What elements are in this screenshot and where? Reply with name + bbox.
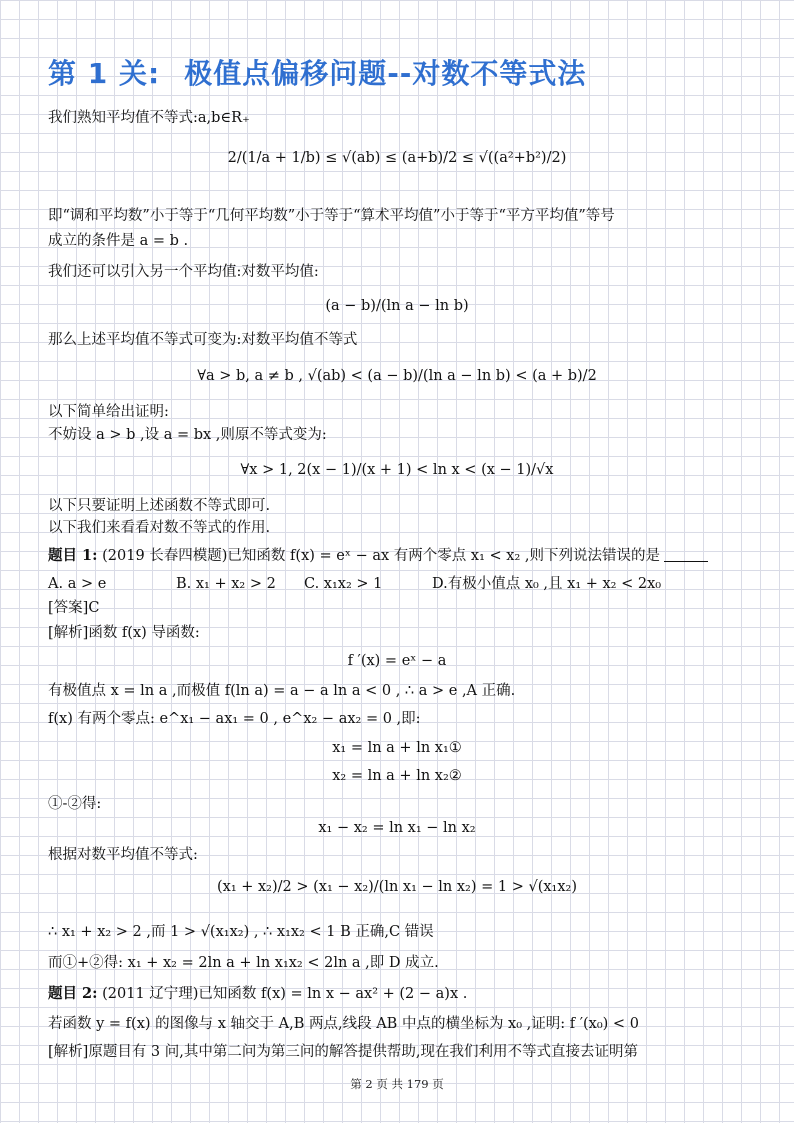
title-part2: 极值点偏移问题--对数不等式法: [184, 57, 587, 90]
option-b: B. x₁ + x₂ > 2: [176, 576, 276, 592]
title-part1: 第 1 关:: [48, 57, 161, 90]
question-text: (2011 辽宁理)已知函数 f(x) = ln x − ax² + (2 − a)x .: [102, 986, 468, 1002]
text-line: 我们熟知平均值不等式:a,b∈R₊: [48, 110, 250, 126]
text-line: ∴ x₁ + x₂ > 2 ,而 1 > √(x₁x₂) , ∴ x₁x₂ < 1 B 正确,C 错误: [48, 924, 434, 940]
formula-eq1: x₁ = ln a + ln x₁①: [332, 740, 462, 756]
text-line: 而①+②得: x₁ + x₂ = 2ln a + ln x₁x₂ < 2ln a ,即 D 成立.: [48, 955, 439, 971]
text-line: 以下只要证明上述函数不等式即可.: [48, 498, 271, 514]
text-line: ①-②得:: [48, 796, 102, 812]
text-line: 成立的条件是 a = b .: [48, 233, 189, 249]
formula-log-mean-application: (x₁ + x₂)/2 > (x₁ − x₂)/(ln x₁ − ln x₂) = 1 > √(x₁x₂): [216, 879, 577, 895]
text-line: 以下简单给出证明:: [48, 404, 169, 420]
question-label: 题目 1:: [48, 547, 98, 564]
formula-log-mean: (a − b)/(ln a − ln b): [325, 298, 469, 314]
question-1: [48, 546, 708, 566]
solution-line: [解析]函数 f(x) 导函数:: [48, 625, 200, 641]
text-line: 那么上述平均值不等式可变为:对数平均值不等式: [48, 332, 358, 348]
question-text: (2019 长春四模题)已知函数 f(x) = eˣ − ax 有两个零点 x₁ < x₂ ,则下列说法错误的是: [102, 548, 660, 564]
options-row: [48, 574, 661, 594]
question-label: 题目 2:: [48, 985, 98, 1002]
answer-blank: [664, 547, 708, 562]
option-d: D.有极小值点 x₀ ,且 x₁ + x₂ < 2x₀: [432, 576, 662, 592]
text-line: 有极值点 x = ln a ,而极值 f(ln a) = a − a ln a < 0 , ∴ a > e ,A 正确.: [48, 683, 516, 699]
option-a: A. a > e: [48, 576, 107, 592]
text-line: 不妨设 a > b ,设 a = bx ,则原不等式变为:: [48, 427, 327, 443]
text-line: 我们还可以引入另一个平均值:对数平均值:: [48, 264, 319, 280]
text-line: 根据对数平均值不等式:: [48, 847, 198, 863]
formula-log-mean-inequality: ∀a > b, a ≠ b , √(ab) < (a − b)/(ln a − ln b) < (a + b)/2: [197, 368, 597, 384]
formula-eq2: x₂ = ln a + ln x₂②: [332, 768, 462, 784]
text-line: 即“调和平均数”小于等于“几何平均数”小于等于“算术平均值”小于等于“平方平均值”等号: [48, 208, 615, 224]
answer-line: [答案]C: [48, 600, 100, 616]
formula-function-inequality: ∀x > 1, 2(x − 1)/(x + 1) < ln x < (x − 1)/√x: [240, 462, 554, 478]
page-title: [48, 52, 586, 92]
text-line: [解析]原题目有 3 问,其中第二问为第三问的解答提供帮助,现在我们利用不等式直接去证明第: [48, 1044, 638, 1060]
text-line: 以下我们来看看对数不等式的作用.: [48, 520, 271, 536]
formula-mean-inequality: 2/(1/a + 1/b) ≤ √(ab) ≤ (a+b)/2 ≤ √((a²+b²)/2): [227, 150, 567, 166]
text-line: f(x) 有两个零点: e^x₁ − ax₁ = 0 , e^x₂ − ax₂ = 0 ,即:: [48, 711, 421, 727]
option-c: C. x₁x₂ > 1: [304, 576, 383, 592]
formula-difference: x₁ − x₂ = ln x₁ − ln x₂: [318, 820, 476, 836]
text-line: 若函数 y = f(x) 的图像与 x 轴交于 A,B 两点,线段 AB 中点的横坐标为 x₀ ,证明: f ′(x₀) < 0: [48, 1016, 639, 1032]
formula-derivative: f ′(x) = eˣ − a: [347, 653, 447, 669]
question-2: [48, 984, 467, 1004]
page-footer: 第 2 页 共 179 页: [350, 1077, 444, 1091]
